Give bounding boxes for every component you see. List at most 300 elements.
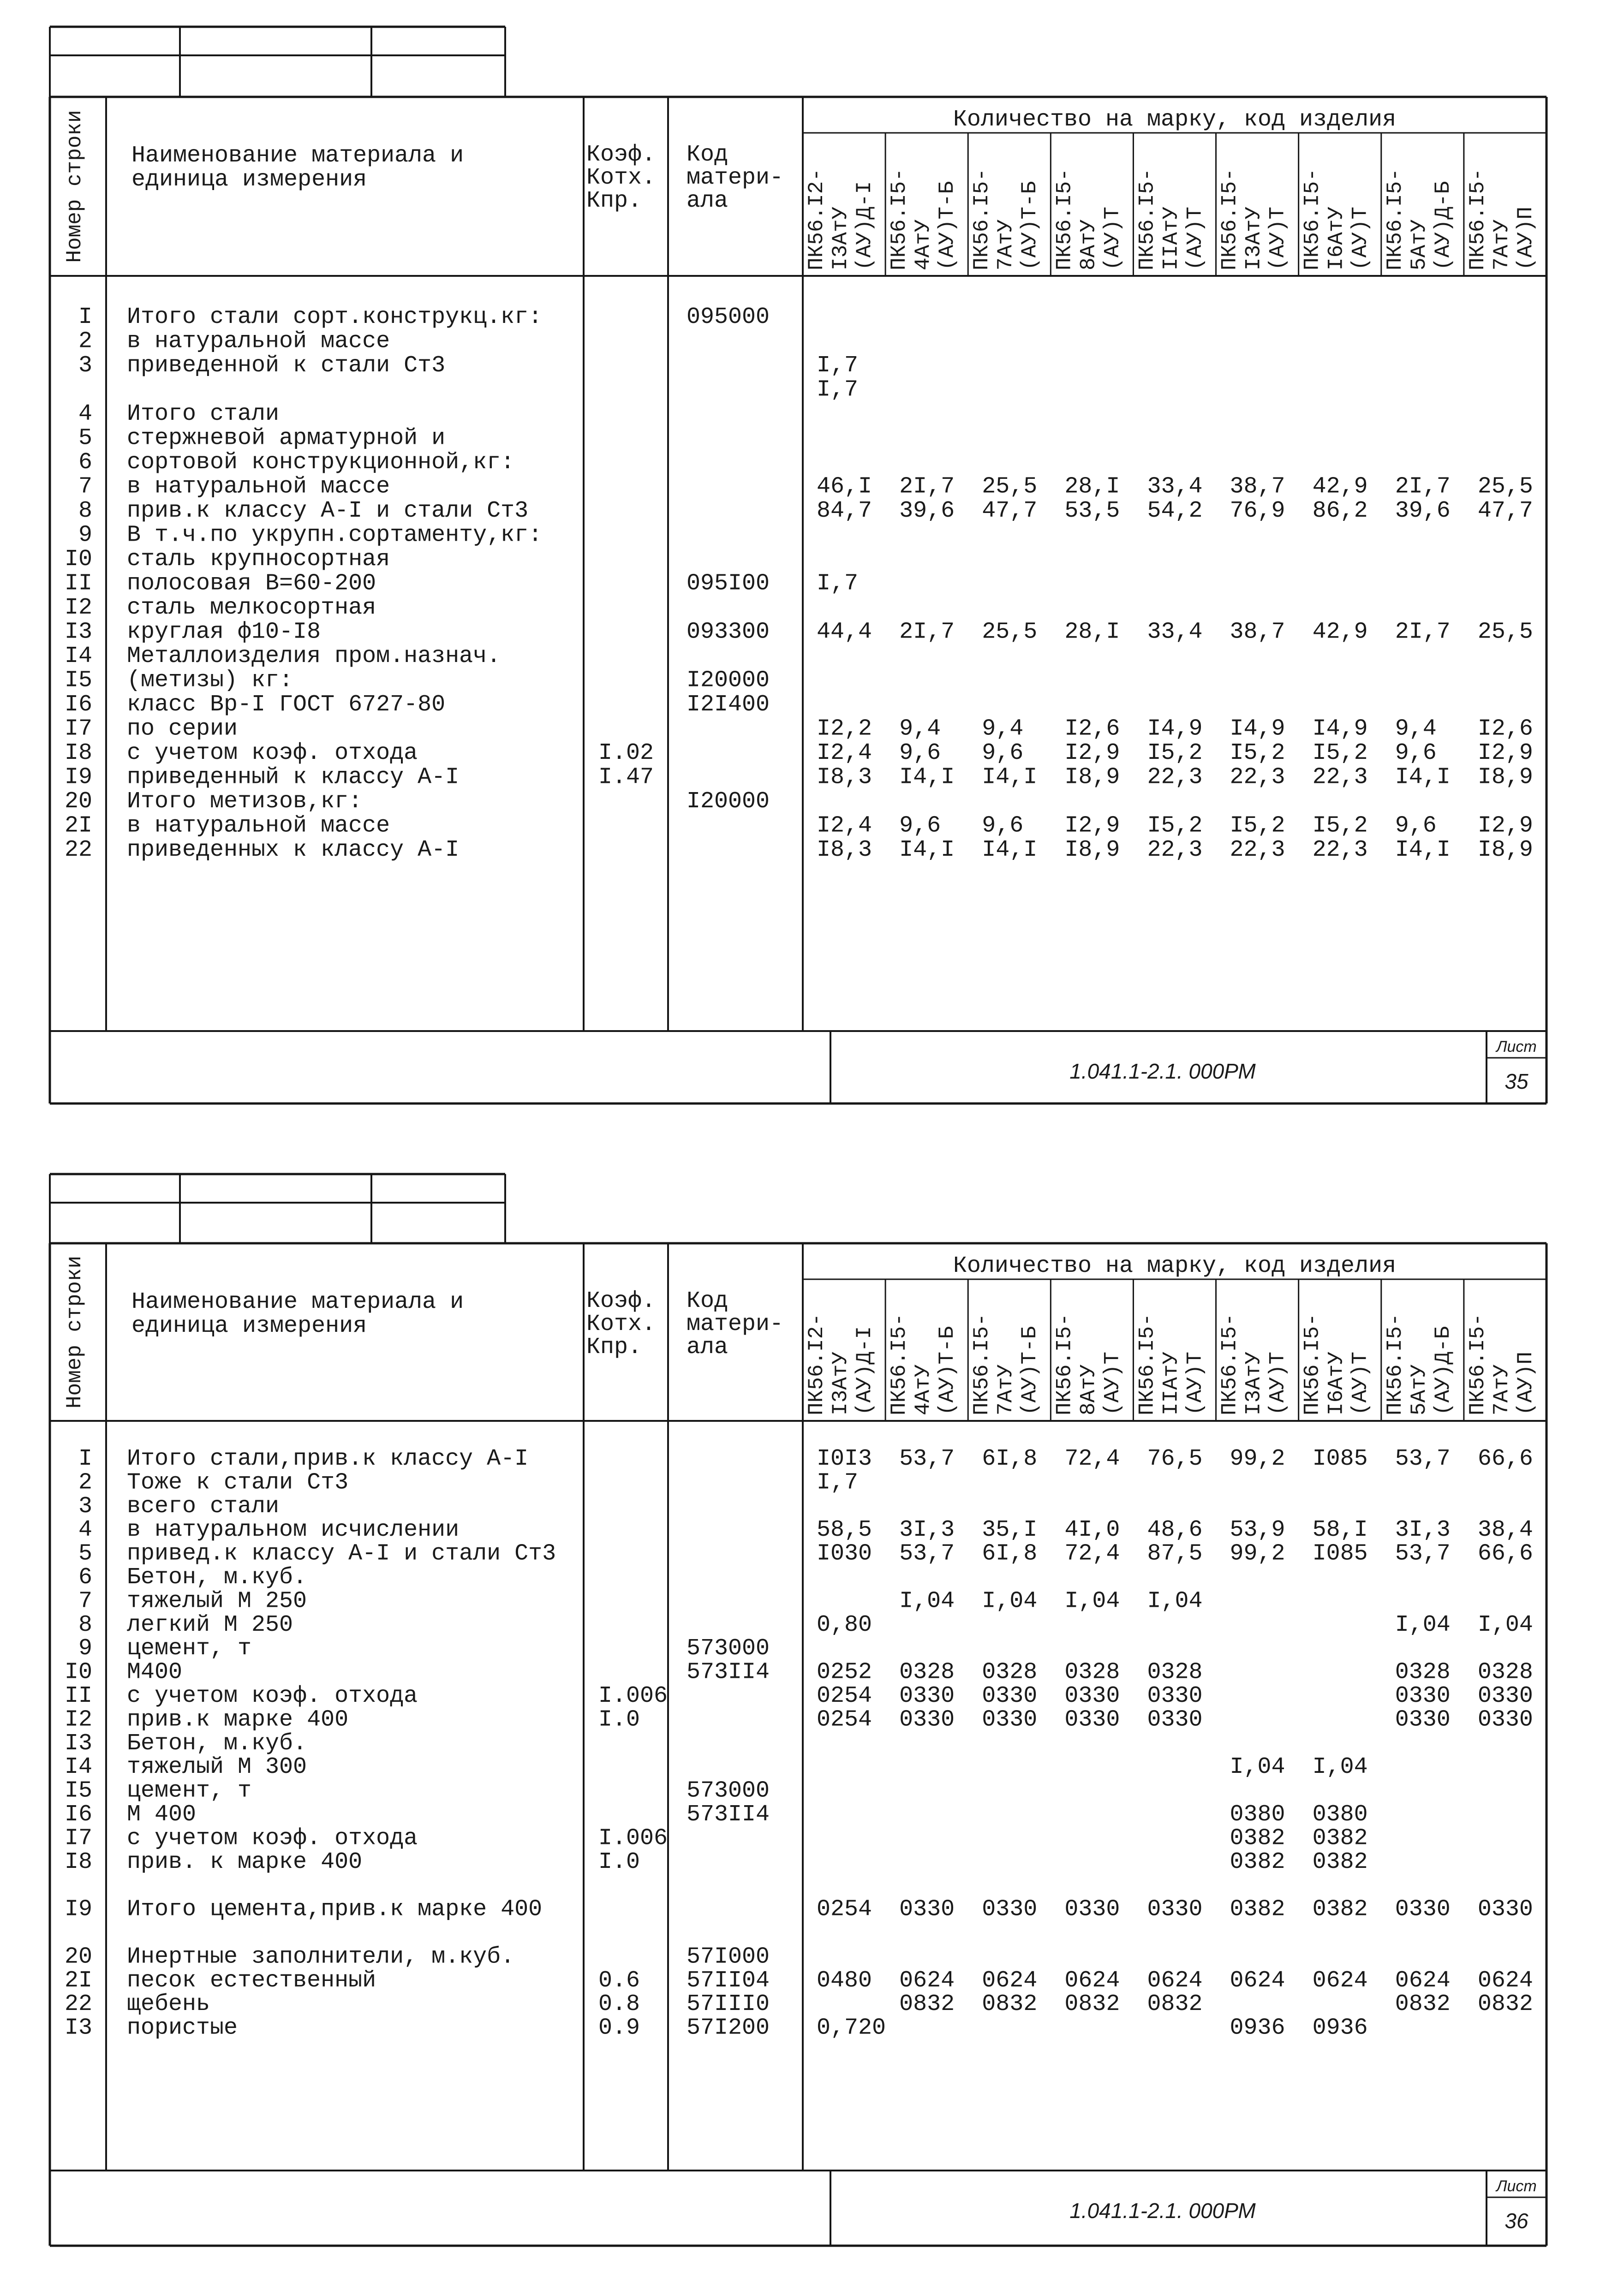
quantity-value: I4,9	[1312, 716, 1368, 742]
quantity-value: I4,I	[982, 837, 1038, 863]
quantity-value: 0330	[1147, 1896, 1203, 1923]
row-number: 3	[78, 1493, 92, 1520]
quantity-value: 76,5	[1147, 1446, 1203, 1472]
coefficient: 0.9	[598, 2015, 640, 2041]
row-number: I5	[64, 1777, 92, 1804]
material-code: 573000	[687, 1777, 770, 1804]
material-code: 095000	[687, 304, 770, 330]
sheet-36	[50, 1174, 1546, 2246]
coefficient: I.02	[598, 740, 654, 766]
quantity-value: 0330	[899, 1706, 955, 1733]
coefficient: I.0	[598, 1849, 640, 1875]
mark-header: I3АтУ	[829, 1351, 853, 1415]
row-number: 5	[78, 425, 92, 452]
quantity-value: 44,4	[817, 619, 872, 645]
quantity-value: 0330	[1477, 1896, 1533, 1923]
quantity-value: 22,3	[1230, 837, 1285, 863]
quantity-value: 2I,7	[899, 619, 955, 645]
mark-header: IIАтУ	[1159, 1351, 1183, 1415]
row-number: 9	[78, 522, 92, 549]
quantity-value: 35,I	[982, 1517, 1038, 1544]
sheet-number: 35	[1505, 1069, 1528, 1093]
quantity-value: I0I3	[817, 1446, 872, 1472]
mark-header: 4АтУ	[911, 1364, 936, 1415]
quantity-value: 0330	[982, 1896, 1038, 1923]
mark-header: 5АтУ	[1407, 219, 1431, 270]
quantity-value: 0382	[1312, 1825, 1368, 1852]
quantity-value: 38,7	[1230, 473, 1285, 500]
material-code: I2I400	[687, 692, 770, 718]
quantity-value: 0624	[1230, 1967, 1285, 1994]
mark-header: (АУ)Т-Б	[935, 181, 960, 270]
quantity-value: 0624	[1147, 1967, 1203, 1994]
quantity-value: 53,5	[1064, 498, 1120, 524]
material-name: тяжелый М 250	[127, 1588, 307, 1615]
name-header: Наименование материала и	[131, 1289, 464, 1315]
quantity-value: 38,7	[1230, 619, 1285, 645]
quantity-value: 42,9	[1312, 619, 1368, 645]
quantity-value: I4,I	[1395, 764, 1451, 791]
material-code: 095I00	[687, 570, 770, 597]
quantity-value: I4,9	[1230, 716, 1285, 742]
material-name: прив.к марке 400	[127, 1706, 349, 1733]
material-code: 093300	[687, 619, 770, 645]
quantity-value: 9,4	[899, 716, 941, 742]
material-name: круглая ф10-I8	[127, 619, 321, 645]
quantity-value: I4,9	[1147, 716, 1203, 742]
material-name: в натуральной массе	[127, 812, 390, 839]
material-code: 573II4	[687, 1801, 770, 1828]
coef-header: Кпр.	[586, 1334, 642, 1360]
quantity-value: 0328	[899, 1659, 955, 1686]
quantity-value: 86,2	[1312, 498, 1368, 524]
quantity-value: 53,9	[1230, 1517, 1285, 1544]
coefficient: I.006	[598, 1683, 668, 1709]
quantity-value: 22,3	[1312, 764, 1368, 791]
quantity-value: 0330	[1395, 1706, 1451, 1733]
quantity-value: 0624	[982, 1967, 1038, 1994]
quantity-value: 9,6	[899, 812, 941, 839]
mark-header: ПК56.I5-	[1300, 168, 1325, 270]
row-number: I3	[64, 1730, 92, 1757]
quantity-value: 2I,7	[1395, 619, 1451, 645]
quantity-value: 0328	[1477, 1659, 1533, 1686]
quantity-value: 0252	[817, 1659, 872, 1686]
coefficient: I.0	[598, 1706, 640, 1733]
quantity-value: I2,9	[1477, 812, 1533, 839]
coef-header: Котх.	[586, 165, 656, 191]
row-number-header: Номер строки	[63, 110, 87, 263]
quantity-value: 0380	[1230, 1801, 1285, 1828]
row-number: I3	[64, 2015, 92, 2041]
mark-header: (АУ)Д-I	[853, 1326, 877, 1415]
quantity-value: 0,720	[817, 2015, 886, 2041]
quantity-value: 0382	[1230, 1849, 1285, 1875]
material-name: с учетом коэф. отхода	[127, 740, 418, 766]
row-number: I	[78, 1446, 92, 1472]
mark-header: 4АтУ	[911, 219, 936, 270]
name-header-unit: единица измерения	[131, 1313, 367, 1339]
quantity-value: 42,9	[1312, 473, 1368, 500]
row-number: 3	[78, 352, 92, 379]
quantity-value: 0330	[982, 1706, 1038, 1733]
quantity-value: I8,9	[1064, 837, 1120, 863]
material-name: цемент, т	[127, 1635, 252, 1662]
quantity-value: 0254	[817, 1896, 872, 1923]
quantity-value: 28,I	[1064, 473, 1120, 500]
quantity-value: 0624	[1477, 1967, 1533, 1994]
mark-header: (АУ)Д-I	[853, 181, 877, 270]
quantity-value: 0254	[817, 1706, 872, 1733]
row-number: 6	[78, 1564, 92, 1591]
quantity-value: 0328	[1395, 1659, 1451, 1686]
quantity-value: 0330	[1064, 1896, 1120, 1923]
mark-header: ПК56.I5-	[1052, 1313, 1077, 1415]
quantity-value: I4,I	[982, 764, 1038, 791]
material-name: Тоже к стали Ст3	[127, 1469, 349, 1496]
quantity-value: 38,4	[1477, 1517, 1533, 1544]
quantity-value: 0330	[982, 1683, 1038, 1709]
material-name: класс Вр-I ГОСТ 6727-80	[127, 692, 446, 718]
row-number: 22	[64, 1991, 92, 2018]
row-number: I4	[64, 1754, 92, 1781]
row-number: 8	[78, 498, 92, 524]
document-code: 1.041.1-2.1. 000РМ	[1069, 1059, 1256, 1083]
material-name: с учетом коэф. отхода	[127, 1683, 418, 1709]
mark-header: ПК56.I5-	[1465, 1313, 1490, 1415]
mark-header: (АУ)Т	[1183, 206, 1207, 270]
quantity-value: 2I,7	[899, 473, 955, 500]
row-number: 4	[78, 1517, 92, 1544]
quantity-value: 0328	[982, 1659, 1038, 1686]
quantity-value: 0832	[1147, 1991, 1203, 2018]
mark-header: ПК56.I5-	[1218, 168, 1242, 270]
quantity-value: I2,9	[1477, 740, 1533, 766]
material-name: (метизы) кг:	[127, 667, 293, 694]
code-header: ала	[687, 188, 728, 214]
quantity-value: 54,2	[1147, 498, 1203, 524]
quantity-value: 0382	[1312, 1896, 1368, 1923]
quantity-value: 22,3	[1312, 837, 1368, 863]
material-name: прив.к классу А-I и стали Ст3	[127, 498, 529, 524]
quantity-value: 28,I	[1064, 619, 1120, 645]
material-name: стержневой арматурной и	[127, 425, 446, 452]
quantity-value: 48,6	[1147, 1517, 1203, 1544]
material-name: Итого цемента,прив.к марке 400	[127, 1896, 543, 1923]
quantity-value: 0832	[1064, 1991, 1120, 2018]
quantity-value: 3I,3	[899, 1517, 955, 1544]
quantity-value: I2,9	[1064, 812, 1120, 839]
material-code: 57II04	[687, 1967, 770, 1994]
quantity-value: I5,2	[1312, 740, 1368, 766]
quantity-value: 0832	[982, 1991, 1038, 2018]
mark-header: (АУ)Т-Б	[935, 1326, 960, 1415]
code-header: ала	[687, 1334, 728, 1360]
material-code: 57I200	[687, 2015, 770, 2041]
row-number: 2	[78, 328, 92, 355]
mark-header: 7АтУ	[994, 219, 1018, 270]
quantity-value: 33,4	[1147, 619, 1203, 645]
material-name: песок естественный	[127, 1967, 376, 1994]
mark-header: 7АтУ	[1489, 1364, 1514, 1415]
mark-header: ПК56.I5-	[1135, 168, 1159, 270]
mark-header: ПК56.I5-	[1383, 168, 1407, 270]
mark-header: I6АтУ	[1324, 1351, 1349, 1415]
mark-header: 8АтУ	[1076, 219, 1101, 270]
coef-header: Кпр.	[586, 188, 642, 214]
quantity-value: 72,4	[1064, 1540, 1120, 1567]
material-name: Итого стали	[127, 401, 280, 427]
quantity-value: I,04	[1230, 1754, 1285, 1781]
row-number: I8	[64, 1849, 92, 1875]
material-code: 57III0	[687, 1991, 770, 2018]
quantity-value: 0832	[1395, 1991, 1451, 2018]
quantity-value: 25,5	[1477, 473, 1533, 500]
material-name: сталь крупносортная	[127, 546, 390, 573]
row-number: II	[64, 1683, 92, 1709]
mark-header: ПК56.I5-	[1218, 1313, 1242, 1415]
quantity-header: Количество на марку, код изделия	[953, 1253, 1397, 1279]
mark-header: I3АтУ	[1242, 1351, 1266, 1415]
mark-header: ПК56.I5-	[970, 168, 994, 270]
row-number: II	[64, 570, 92, 597]
material-code: 573000	[687, 1635, 770, 1662]
coefficient: 0.8	[598, 1991, 640, 2018]
quantity-value: I,04	[1477, 1611, 1533, 1638]
row-number: I3	[64, 619, 92, 645]
material-name: всего стали	[127, 1493, 280, 1520]
material-name: полосовая В=60-200	[127, 570, 376, 597]
material-name: В т.ч.по укрупн.сортаменту,кг:	[127, 522, 543, 549]
quantity-value: 0832	[899, 1991, 955, 2018]
mark-header: (АУ)Т-Б	[1018, 1326, 1042, 1415]
material-name: Итого стали,прив.к классу А-I	[127, 1446, 529, 1472]
material-name: сталь мелкосортная	[127, 595, 376, 621]
material-code: 57I000	[687, 1944, 770, 1970]
code-header: Код	[687, 1288, 728, 1314]
document-code: 1.041.1-2.1. 000РМ	[1069, 2199, 1256, 2223]
quantity-value: I8,3	[817, 837, 872, 863]
quantity-value: 9,6	[982, 812, 1024, 839]
quantity-value: 46,I	[817, 473, 872, 500]
mark-header: 7АтУ	[1489, 219, 1514, 270]
quantity-value: 0624	[1312, 1967, 1368, 1994]
quantity-value: 0330	[1477, 1683, 1533, 1709]
mark-header: ПК56.I5-	[1052, 168, 1077, 270]
quantity-value: 6I,8	[982, 1540, 1038, 1567]
quantity-value: 6I,8	[982, 1446, 1038, 1472]
quantity-value: 22,3	[1147, 764, 1203, 791]
quantity-value: I2,4	[817, 812, 872, 839]
row-number-header: Номер строки	[63, 1255, 87, 1409]
row-number: I6	[64, 1801, 92, 1828]
name-header: Наименование материала и	[131, 143, 464, 169]
coefficient: I.47	[598, 764, 654, 791]
row-number: I	[78, 304, 92, 330]
quantity-value: 0328	[1147, 1659, 1203, 1686]
material-name: прив. к марке 400	[127, 1849, 363, 1875]
material-name: с учетом коэф. отхода	[127, 1825, 418, 1852]
row-number: I2	[64, 595, 92, 621]
row-number: 7	[78, 1588, 92, 1615]
coef-header: Коэф.	[586, 1288, 656, 1314]
row-number: I2	[64, 1706, 92, 1733]
row-number: I6	[64, 692, 92, 718]
quantity-value: 25,5	[982, 473, 1038, 500]
quantity-value: I8,9	[1477, 837, 1533, 863]
quantity-value: 0330	[1064, 1683, 1120, 1709]
quantity-value: I5,2	[1230, 812, 1285, 839]
quantity-value: 53,7	[899, 1540, 955, 1567]
quantity-value: I2,2	[817, 716, 872, 742]
quantity-value: 9,4	[1395, 716, 1437, 742]
quantity-value: 76,9	[1230, 498, 1285, 524]
row-number: I8	[64, 740, 92, 766]
quantity-value: 53,7	[1395, 1446, 1451, 1472]
quantity-value: I,04	[982, 1588, 1038, 1615]
mark-header: ПК56.I5-	[1300, 1313, 1325, 1415]
row-number: I9	[64, 1896, 92, 1923]
quantity-value: I8,3	[817, 764, 872, 791]
quantity-value: I,04	[899, 1588, 955, 1615]
mark-header: IIАтУ	[1159, 206, 1183, 270]
quantity-value: 47,7	[982, 498, 1038, 524]
sheet-label: Лист	[1496, 1038, 1537, 1056]
quantity-value: 9,6	[982, 740, 1024, 766]
quantity-value: 0330	[1147, 1683, 1203, 1709]
sheet-35	[50, 27, 1546, 1103]
quantity-value: 9,4	[982, 716, 1024, 742]
material-name: приведенных к классу А-I	[127, 837, 460, 863]
mark-header: ПК56.I2-	[805, 1313, 829, 1415]
row-number: 20	[64, 788, 92, 815]
quantity-value: 9,6	[1395, 740, 1437, 766]
quantity-value: 9,6	[1395, 812, 1437, 839]
row-number: 7	[78, 473, 92, 500]
quantity-value: I,7	[817, 570, 859, 597]
quantity-value: 84,7	[817, 498, 872, 524]
mark-header: 8АтУ	[1076, 1364, 1101, 1415]
coefficient: I.006	[598, 1825, 668, 1852]
quantity-value: I2,6	[1477, 716, 1533, 742]
material-name: Металлоизделия пром.назнач.	[127, 643, 501, 669]
quantity-value: I2,9	[1064, 740, 1120, 766]
quantity-value: I,04	[1395, 1611, 1451, 1638]
quantity-value: 53,7	[899, 1446, 955, 1472]
quantity-value: 0330	[1395, 1896, 1451, 1923]
quantity-header: Количество на марку, код изделия	[953, 107, 1397, 133]
coef-header: Коэф.	[586, 142, 656, 168]
mark-header: ПК56.I5-	[887, 168, 912, 270]
row-number: 2I	[64, 812, 92, 839]
quantity-value: I8,9	[1064, 764, 1120, 791]
quantity-value: 0624	[899, 1967, 955, 1994]
row-number: 5	[78, 1540, 92, 1567]
sheet-number: 36	[1505, 2209, 1528, 2233]
quantity-value: I085	[1312, 1446, 1368, 1472]
coef-header: Котх.	[586, 1311, 656, 1337]
quantity-value: 0624	[1064, 1967, 1120, 1994]
quantity-value: I4,I	[899, 837, 955, 863]
quantity-value: 9,6	[899, 740, 941, 766]
quantity-value: 99,2	[1230, 1446, 1285, 1472]
mark-header: (АУ)Д-Б	[1431, 181, 1455, 270]
material-name: по серии	[127, 716, 238, 742]
material-name: привед.к классу А-I и стали Ст3	[127, 1540, 556, 1567]
material-name: М400	[127, 1659, 183, 1686]
material-name: в натуральном исчислении	[127, 1517, 460, 1544]
quantity-value: 99,2	[1230, 1540, 1285, 1567]
quantity-value: 0936	[1230, 2015, 1285, 2041]
mark-header: 5АтУ	[1407, 1364, 1431, 1415]
quantity-value: I,7	[817, 376, 859, 403]
row-number: 22	[64, 837, 92, 863]
row-number: I7	[64, 716, 92, 742]
quantity-value: 0380	[1312, 1801, 1368, 1828]
quantity-value: 0382	[1230, 1896, 1285, 1923]
material-name: Итого метизов,кг:	[127, 788, 363, 815]
material-name: пористые	[127, 2015, 238, 2041]
row-number: I5	[64, 667, 92, 694]
material-code: 573II4	[687, 1659, 770, 1686]
quantity-value: 0330	[899, 1683, 955, 1709]
coefficient: 0.6	[598, 1967, 640, 1994]
quantity-value: I085	[1312, 1540, 1368, 1567]
quantity-value: I2,4	[817, 740, 872, 766]
material-name: Итого стали сорт.конструкц.кг:	[127, 304, 543, 330]
quantity-value: 0480	[817, 1967, 872, 1994]
mark-header: (АУ)П	[1513, 1351, 1538, 1415]
quantity-value: 0330	[1477, 1706, 1533, 1733]
quantity-value: I030	[817, 1540, 872, 1567]
quantity-value: 47,7	[1477, 498, 1533, 524]
mark-header: 7АтУ	[994, 1364, 1018, 1415]
mark-header: (АУ)П	[1513, 206, 1538, 270]
quantity-value: I,04	[1312, 1754, 1368, 1781]
quantity-value: 87,5	[1147, 1540, 1203, 1567]
mark-header: ПК56.I5-	[970, 1313, 994, 1415]
row-number: 2I	[64, 1967, 92, 1994]
material-name: цемент, т	[127, 1777, 252, 1804]
row-number: I7	[64, 1825, 92, 1852]
material-name: приведенной к стали Ст3	[127, 352, 446, 379]
row-number: 4	[78, 401, 92, 427]
quantity-value: 66,6	[1477, 1446, 1533, 1472]
code-header: Код	[687, 142, 728, 168]
mark-header: (АУ)Т	[1348, 206, 1373, 270]
quantity-value: 0254	[817, 1683, 872, 1709]
mark-header: (АУ)Т	[1348, 1351, 1373, 1415]
material-name: М 400	[127, 1801, 197, 1828]
material-name: сортовой конструкционной,кг:	[127, 449, 515, 476]
quantity-value: I8,9	[1477, 764, 1533, 791]
mark-header: (АУ)Д-Б	[1431, 1326, 1455, 1415]
quantity-value: I4,I	[899, 764, 955, 791]
mark-header: (АУ)Т-Б	[1018, 181, 1042, 270]
row-number: 9	[78, 1635, 92, 1662]
row-number: I0	[64, 1659, 92, 1686]
quantity-value: I,04	[1064, 1588, 1120, 1615]
quantity-value: 22,3	[1230, 764, 1285, 791]
mark-header: ПК56.I5-	[887, 1313, 912, 1415]
mark-header: ПК56.I2-	[805, 168, 829, 270]
code-header: матери-	[687, 1311, 784, 1337]
row-number: 2	[78, 1469, 92, 1496]
material-name: приведенный к классу А-I	[127, 764, 460, 791]
quantity-value: 0624	[1395, 1967, 1451, 1994]
quantity-value: 66,6	[1477, 1540, 1533, 1567]
row-number: I4	[64, 643, 92, 669]
